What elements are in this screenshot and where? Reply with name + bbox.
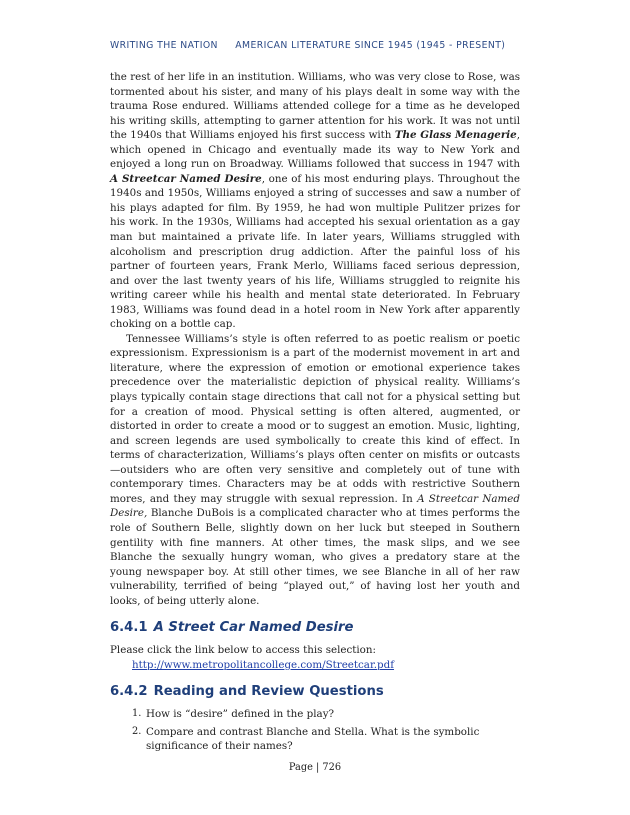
- body-paragraph-2: [110, 332, 520, 608]
- section-heading-6-4-2: [110, 684, 520, 700]
- title-emphasis-wrapper: [110, 173, 262, 185]
- text-run: Tennessee Williams’s style is often referred to as poetic realism or poetic expressionism. Expressionism is a part of the modernist movement in art and literature, where the expression of emotion or emotional experience takes precedence over the materialistic depiction of physical reality. Williams’s plays typically contain stage directions that call not for a physical setting but for a creation of mood. Physical setting is often altered, augmented, or distorted in order to create a mood or to suggest an emotion. Music, lighting, and screen legends are used symbolically to create this kind of effect. In terms of characterization, Williams’s plays often center on misfits or outcasts—outsiders who are often very sensitive and completely out of tune with contemporary times. Characters may be at odds with restrictive Southern mores, and they may struggle with sexual repression. In: [110, 332, 520, 505]
- link-instruction: Please click the link below to access this selection:: [110, 644, 376, 657]
- question-text: Compare and contrast Blanche and Stella. What is the symbolic significance of their names?: [146, 725, 480, 753]
- header-chapter-title: AMERICAN LITERATURE SINCE 1945 (1945 - PRESENT): [235, 40, 506, 51]
- section-title: A Street Car Named Desire: [153, 620, 354, 636]
- section-number: 6.4.2: [110, 684, 148, 700]
- header-book-title: WRITING THE NATION: [110, 40, 218, 51]
- title-emphasis: The Glass Menagerie: [394, 129, 517, 142]
- text-run: the rest of her life in an institution. Williams, who was very close to Rose, was tormented about his sister, and many of his plays dealt in some way with the trauma Rose endured. Williams attended college for a time as he developed his writing skills, attempting to garner attention for his work. It was not until the 1940s that Williams enjoyed his first success with: [110, 71, 520, 142]
- text-run: , one of his most enduring plays. Throughout the 1940s and 1950s, Williams enjoyed a string of successes and saw a number of his plays adapted for film. By 1959, he had won multiple Pulitzer prizes for his work. In the 1930s, Williams had accepted his sexual orientation as a gay man but maintained a private life. In later years, Williams struggled with alcoholism and prescription drug addiction. After the painful loss of his partner of fourteen years, Frank Merlo, Williams faced serious depression, and over the last twenty years of his life, Williams struggled to reignite his writing career while his health and mental state deteriorated. In February 1983, Williams was found dead in a hotel room in New York after apparently choking on a bottle cap.: [110, 172, 520, 331]
- section-heading-6-4-1: [110, 620, 520, 636]
- review-questions-list: [110, 707, 520, 754]
- text-run: Blanche DuBois is a complicated character who at times performs the role of Southern Belle, slightly down on her luck but steeped in Southern gentility with fine manners. At other times, the mask slips, and we see Blanche the sexually hungry woman, who gives a predatory stare at the young newspaper boy. At still other times, we see Blanche in all of her raw vulnerability, terrified of being “played out,” of having lost her youth and looks, of being utterly alone.: [110, 507, 520, 607]
- question-item: [110, 725, 520, 754]
- title-emphasis: A Streetcar Named Desire,: [110, 492, 520, 520]
- question-number: 1.: [132, 708, 142, 720]
- running-header: [110, 40, 530, 51]
- section-number: 6.4.1: [110, 620, 148, 636]
- question-number: 2.: [132, 725, 142, 737]
- body-paragraph-1: [110, 70, 520, 332]
- page-number: Page | 726: [288, 762, 342, 773]
- question-item: [110, 707, 520, 722]
- selection-link[interactable]: http://www.metropolitancollege.com/Streetcar.pdf: [132, 658, 395, 671]
- section-title: Reading and Review Questions: [153, 684, 384, 700]
- question-text: How is “desire” defined in the play?: [146, 708, 335, 721]
- title-emphasis: A Streetcar Named Desire: [110, 172, 262, 185]
- title-emphasis-wrapper: [395, 129, 517, 141]
- text-run: , which opened in Chicago and eventually made its way to New York and enjoyed a long run on Broadway. Williams followed that success in 1947 with: [110, 129, 520, 171]
- main-content: [110, 70, 520, 757]
